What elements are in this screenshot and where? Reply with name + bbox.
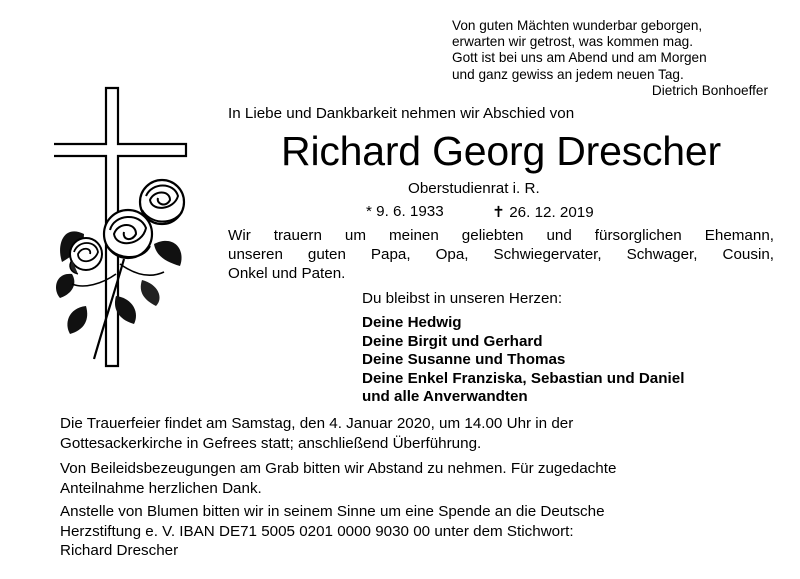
- family-member: Deine Enkel Franziska, Sebastian und Daniel: [362, 369, 685, 387]
- quote-line: und ganz gewiss an jedem neuen Tag.: [452, 66, 684, 82]
- mourning-line: unseren guten Papa, Opa, Schwiegervater, Schwager, Cousin,: [228, 246, 774, 263]
- deceased-title: Oberstudienrat i. R.: [408, 180, 540, 197]
- mourning-line: Onkel und Paten.: [228, 265, 346, 282]
- intro-text: In Liebe und Dankbarkeit nehmen wir Abschied von: [228, 105, 575, 122]
- heart-line: Du bleibst in unseren Herzen:: [362, 290, 563, 307]
- life-dates: [366, 203, 594, 221]
- mourning-text: [228, 226, 774, 283]
- paragraph-line: Gottesackerkirche in Gefrees statt; anschließend Überführung.: [60, 434, 482, 452]
- quote-line: erwarten wir getrost, was kommen mag.: [452, 34, 693, 50]
- paragraph-line: Von Beileidsbezeugungen am Grab bitten wir Abstand zu nehmen. Für zugedachte: [60, 460, 617, 477]
- paragraph-line: Die Trauerfeier findet am Samstag, den 4. Januar 2020, um 14.00 Uhr in der: [60, 415, 574, 432]
- paragraph-line: Anstelle von Blumen bitten wir in seinem Sinne um eine Spende an die Deutsche: [60, 503, 605, 520]
- family-member: und alle Anverwandten: [362, 388, 528, 405]
- donation-info: [60, 502, 760, 561]
- family-member: Deine Hedwig: [362, 314, 462, 331]
- mourning-line: Wir trauern um meinen geliebten und fürsorglichen Ehemann,: [228, 227, 774, 244]
- paragraph-line: Richard Drescher: [60, 542, 179, 559]
- family-signatures: [362, 314, 684, 407]
- family-member: Deine Birgit und Gerhard: [362, 332, 543, 350]
- quote-line: Von guten Mächten wunderbar geborgen,: [452, 18, 703, 33]
- funeral-service-info: [60, 414, 760, 453]
- cross-with-roses-icon: [54, 84, 194, 379]
- death-date: 26. 12. 2019: [509, 204, 594, 221]
- death-cross-icon: ✝: [492, 204, 505, 221]
- death-date-group: [492, 203, 594, 221]
- paragraph-line: Anteilnahme herzlichen Dank.: [60, 479, 262, 497]
- bonhoeffer-quote: [452, 18, 772, 99]
- birth-date: * 9. 6. 1933: [366, 203, 444, 220]
- quote-line: Gott ist bei uns am Abend und am Morgen: [452, 50, 707, 66]
- deceased-name: Richard Georg Drescher: [281, 128, 721, 174]
- quote-author: Dietrich Bonhoeffer: [651, 82, 768, 98]
- condolence-info: [60, 459, 760, 498]
- family-member: Deine Susanne und Thomas: [362, 351, 566, 368]
- paragraph-line: Herzstiftung e. V. IBAN DE71 5005 0201 0000 9030 00 unter dem Stichwort:: [60, 522, 574, 540]
